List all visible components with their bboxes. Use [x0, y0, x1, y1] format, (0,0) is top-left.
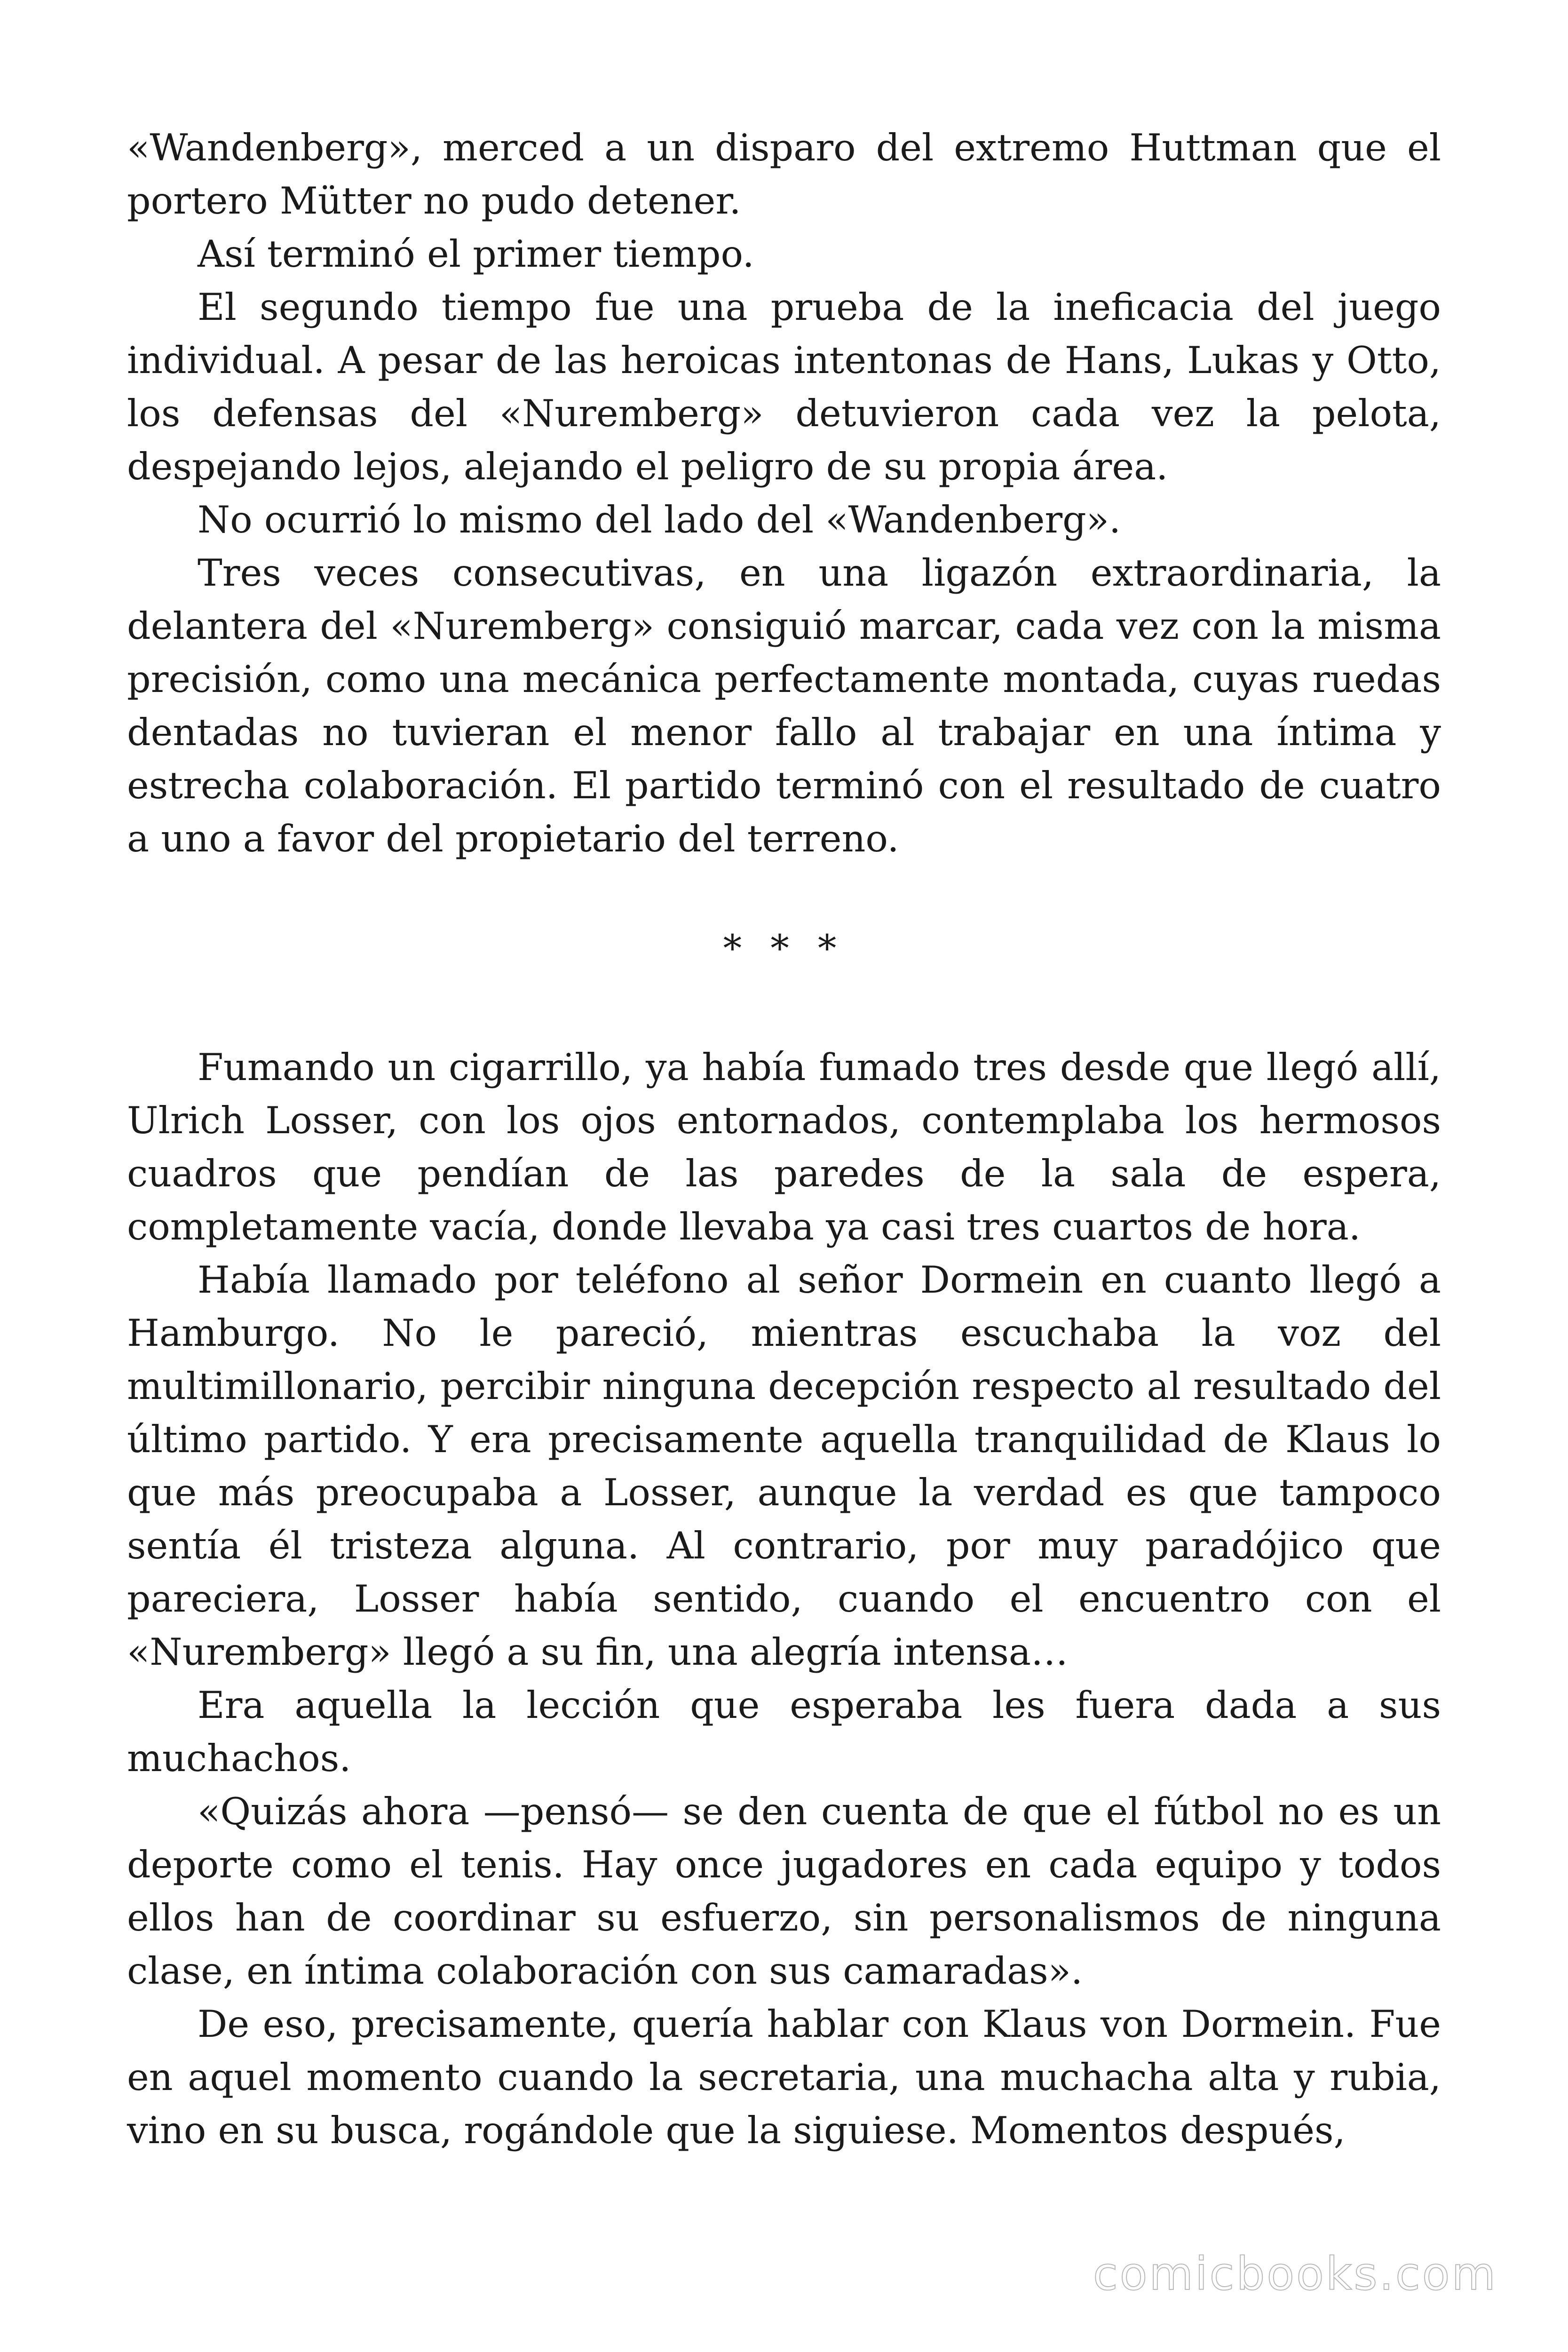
page-body: [127, 121, 1441, 2157]
paragraph: Había llamado por teléfono al señor Dormein en cuanto llegó a Hamburgo. No le pareció, mientras escuchaba la voz del multimillonario, percibir ninguna decepción respecto al resultado del último partido. Y era precisamente aquella tranquilidad de Klaus lo que más preocupaba a Losser, aunque la verdad es que tampoco sentía él tristeza alguna. Al contrario, por muy paradójico que pareciera, Losser había sentido, cuando el encuentro con el «Nuremberg» llegó a su fin, una alegría intensa…: [127, 1258, 1441, 1674]
paragraph-last: De eso, precisamente, quería hablar con Klaus von Dormein. Fue en aquel momento cuando la secretaria, una muchacha alta y rubia, vino en su busca, rogándole que la siguiese. Momentos después,: [127, 2002, 1441, 2152]
paragraph: No ocurrió lo mismo del lado del «Wandenberg».: [198, 498, 1121, 541]
paragraph: Así terminó el primer tiempo.: [198, 232, 754, 276]
paragraph-continuation: «Wandenberg», merced a un disparo del extremo Huttman que el portero Mütter no pudo detener.: [127, 126, 1441, 222]
watermark-text: comicbooks.com: [1093, 2248, 1497, 2300]
section-separator: * * *: [723, 927, 845, 970]
paragraph: «Quizás ahora —pensó— se den cuenta de que el fútbol no es un deporte como el tenis. Hay once jugadores en cada equipo y todos ellos han de coordinar su esfuerzo, sin personalismos de ninguna clase, en íntima colaboración con sus camaradas».: [127, 1790, 1441, 1993]
paragraph: Tres veces consecutivas, en una ligazón extraordinaria, la delantera del «Nuremberg» consiguió marcar, cada vez con la misma precisión, como una mecánica perfectamente montada, cuyas ruedas dentadas no tuvieran el menor fallo al trabajar en una íntima y estrecha colaboración. El partido terminó con el resultado de cuatro a uno a favor del propietario del terreno.: [127, 551, 1441, 860]
paragraph: El segundo tiempo fue una prueba de la ineficacia del juego individual. A pesar de las heroicas intentonas de Hans, Lukas y Otto, los defensas del «Nuremberg» detuvieron cada vez la pelota, despejando lejos, alejando el peligro de su propia área.: [127, 286, 1441, 488]
paragraph: Era aquella la lección que esperaba les fuera dada a sus muchachos.: [127, 1684, 1441, 1780]
paragraph: Fumando un cigarrillo, ya había fumado tres desde que llegó allí, Ulrich Losser, con los ojos entornados, contemplaba los hermosos cuadros que pendían de las paredes de la sala de espera, completamente vacía, donde llevaba ya casi tres cuartos de hora.: [127, 1046, 1441, 1248]
